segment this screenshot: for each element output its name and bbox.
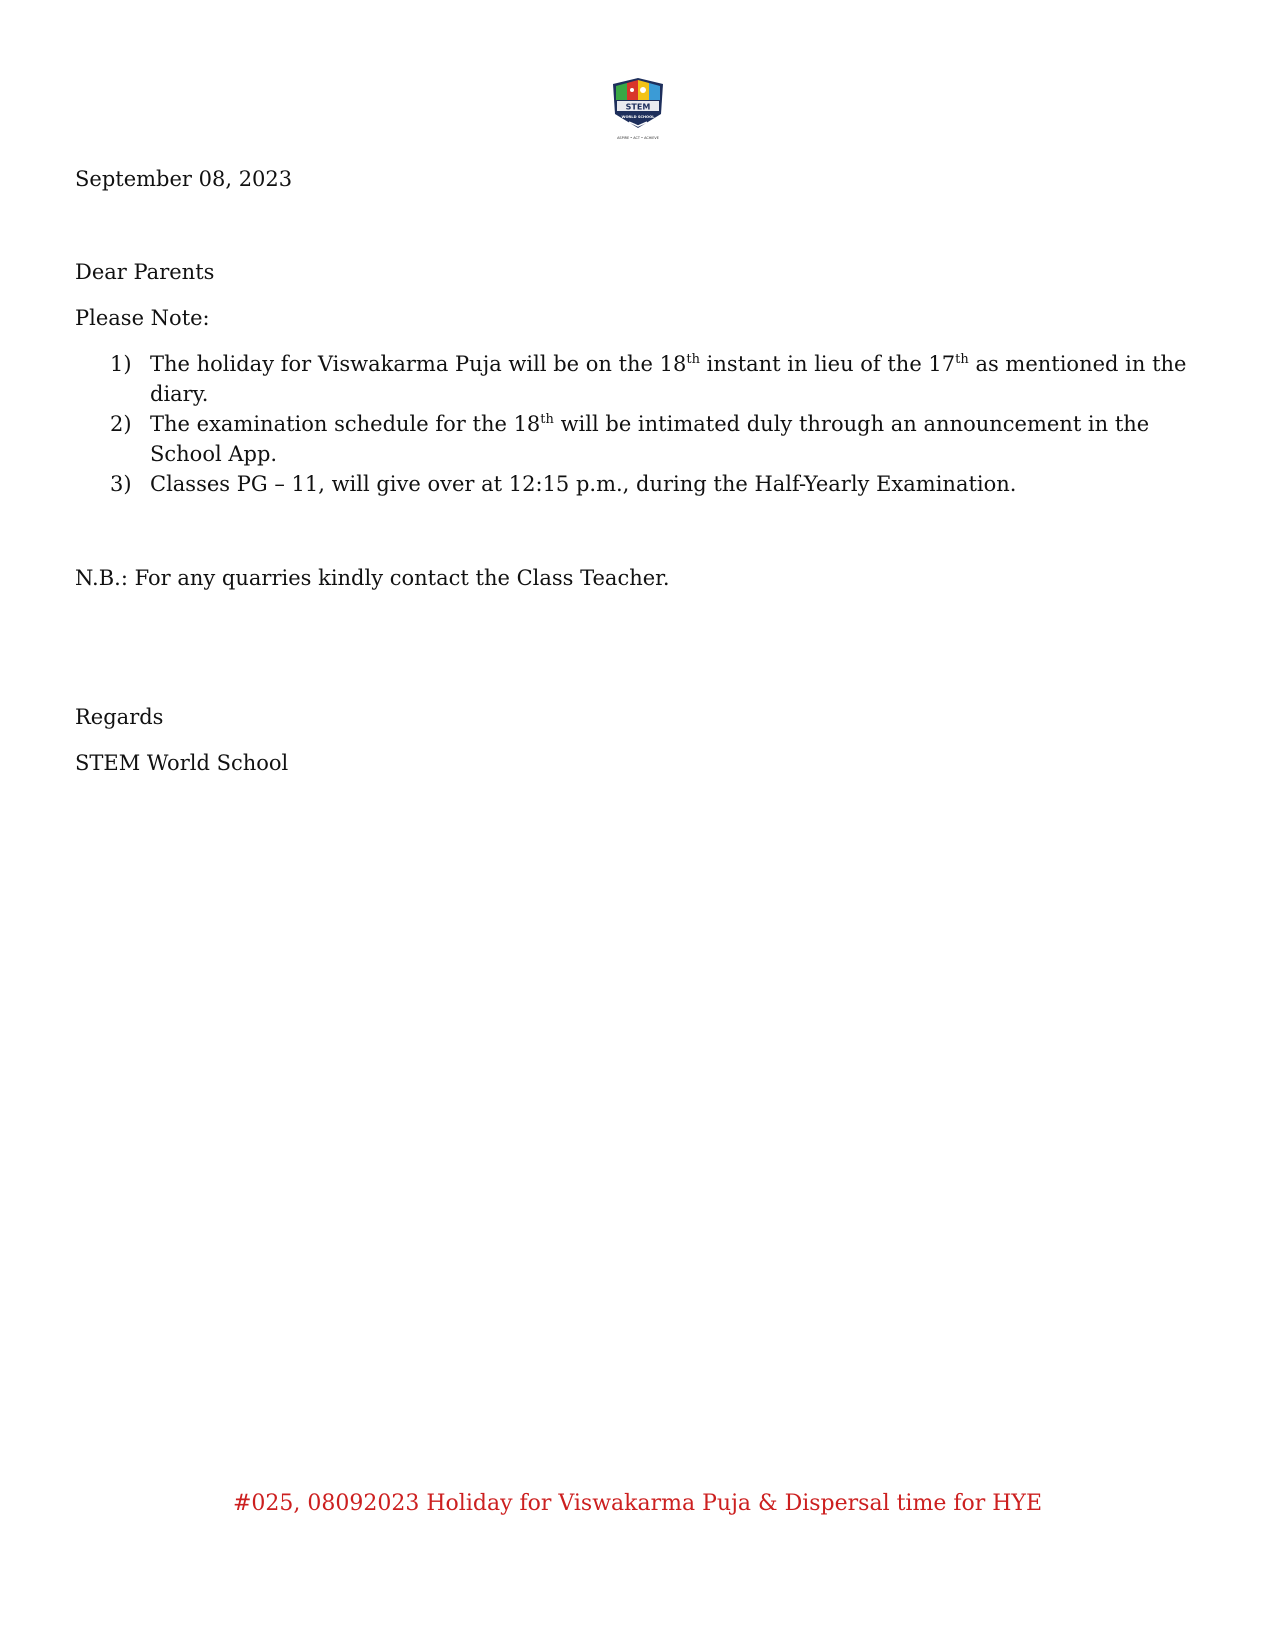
- item-text: The holiday for Viswakarma Puja will be on the 18: [150, 352, 687, 376]
- item-text: as mentioned in the diary.: [150, 352, 1187, 406]
- item-text: instant in lieu of the 17: [700, 352, 956, 376]
- list-number: 2): [110, 412, 132, 436]
- logo-subtext: WORLD SCHOOL: [621, 115, 655, 119]
- footer-reference: #025, 08092023 Holiday for Viswakarma Puja & Dispersal time for HYE: [232, 1491, 1043, 1516]
- ordinal-suffix: th: [686, 352, 700, 367]
- intro-note: Please Note:: [75, 306, 210, 330]
- item-text: will be intimated duly through an announcement in the School App.: [150, 412, 1150, 466]
- list-item: [110, 349, 1200, 409]
- letter-date: September 08, 2023: [75, 167, 293, 191]
- salutation: Dear Parents: [75, 260, 215, 284]
- school-logo: [607, 76, 669, 144]
- list-item: [110, 409, 1200, 469]
- ordinal-suffix: th: [955, 352, 969, 367]
- nb-note: N.B.: For any quarries kindly contact the Class Teacher.: [75, 566, 670, 590]
- notice-list: [110, 349, 1200, 499]
- logo-motto: ASPIRE • ACT • ACHIEVE: [617, 136, 659, 140]
- signature: STEM World School: [75, 751, 289, 775]
- item-text: The examination schedule for the 18: [150, 412, 541, 436]
- list-item: [110, 469, 1200, 499]
- ordinal-suffix: th: [540, 412, 554, 427]
- list-number: 1): [110, 352, 132, 376]
- item-text: Classes PG – 11, will give over at 12:15 p.m., during the Half-Yearly Examination.: [150, 472, 1017, 496]
- list-number: 3): [110, 472, 132, 496]
- closing: Regards: [75, 705, 164, 729]
- logo-text: STEM: [625, 102, 651, 112]
